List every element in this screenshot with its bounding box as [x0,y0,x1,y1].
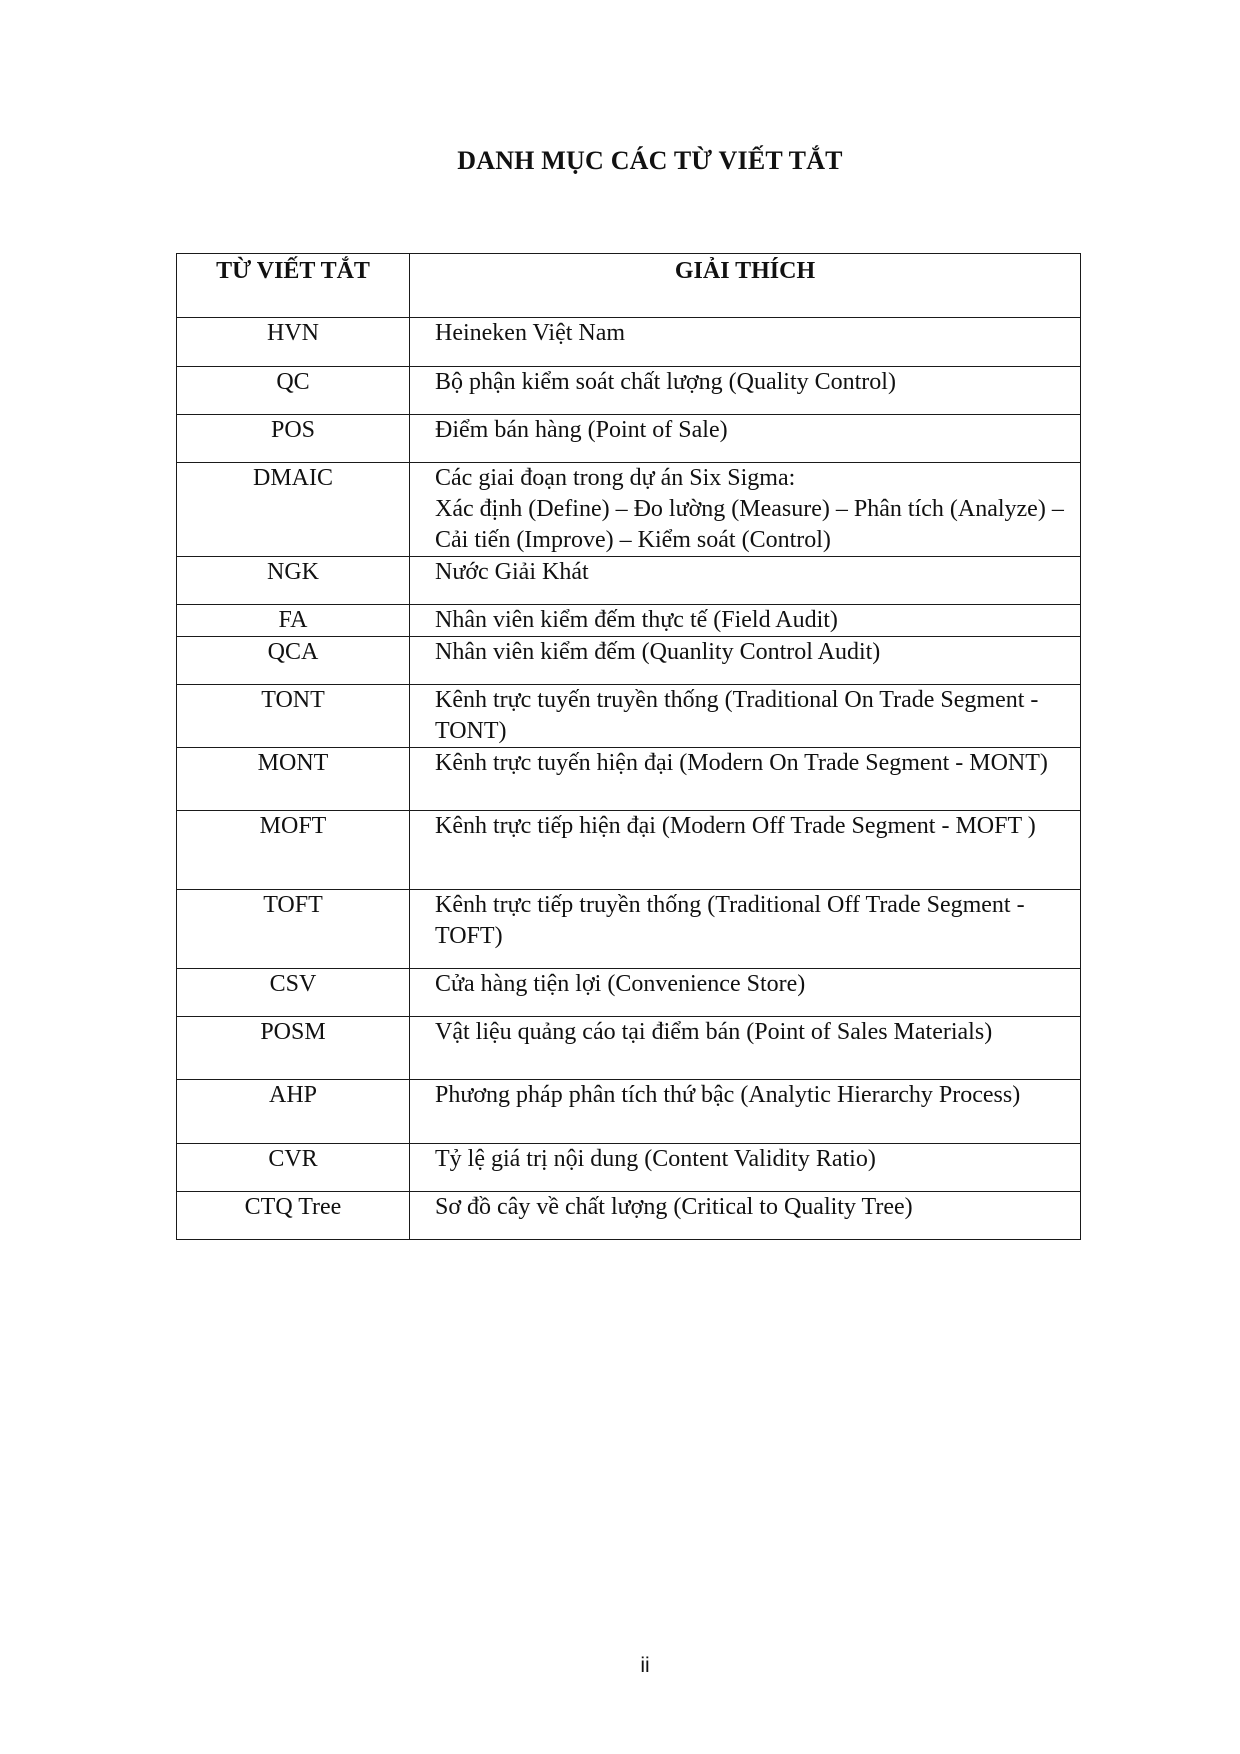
desc-cell: Kênh trực tiếp truyền thống (Traditional Off Trade Segment - TOFT) [410,890,1081,969]
abbr-cell: HVN [177,318,410,367]
desc-cell: Kênh trực tuyến hiện đại (Modern On Trade Segment - MONT) [410,748,1081,811]
abbr-cell: CSV [177,969,410,1017]
table-row [177,890,1081,969]
abbr-cell: FA [177,605,410,637]
table-row [177,1017,1081,1080]
desc-cell: Bộ phận kiểm soát chất lượng (Quality Control) [410,367,1081,415]
desc-cell [410,463,1081,557]
desc-line: Các giai đoạn trong dự án Six Sigma: [435,465,796,491]
header-abbreviation: TỪ VIẾT TẮT [177,254,410,318]
header-explanation: GIẢI THÍCH [410,254,1081,318]
table-row [177,557,1081,605]
page-number: ii [640,1654,650,1677]
abbreviation-table [176,253,1081,1240]
abbr-cell: MONT [177,748,410,811]
desc-cell: Cửa hàng tiện lợi (Convenience Store) [410,969,1081,1017]
page-title: DANH MỤC CÁC TỪ VIẾT TẮT [457,146,843,175]
table-row [177,1192,1081,1240]
table-row [177,748,1081,811]
table-row [177,969,1081,1017]
desc-cell: Nhân viên kiểm đếm thực tế (Field Audit) [410,605,1081,637]
abbr-cell: DMAIC [177,463,410,557]
desc-cell: Kênh trực tiếp hiện đại (Modern Off Trade Segment - MOFT ) [410,811,1081,890]
desc-cell: Nhân viên kiểm đếm (Quanlity Control Audit) [410,637,1081,685]
desc-cell: Heineken Việt Nam [410,318,1081,367]
abbr-cell: CTQ Tree [177,1192,410,1240]
table-row [177,318,1081,367]
desc-cell: Kênh trực tuyến truyền thống (Traditional On Trade Segment - TONT) [410,685,1081,748]
desc-cell: Vật liệu quảng cáo tại điểm bán (Point of Sales Materials) [410,1017,1081,1080]
abbr-cell: QC [177,367,410,415]
table-row [177,463,1081,557]
table-row [177,367,1081,415]
abbr-cell: CVR [177,1144,410,1192]
table-header-row [177,254,1081,318]
table-row [177,1080,1081,1144]
desc-cell: Sơ đồ cây về chất lượng (Critical to Quality Tree) [410,1192,1081,1240]
table-row [177,811,1081,890]
table-row [177,1144,1081,1192]
table-row [177,415,1081,463]
desc-cell: Điểm bán hàng (Point of Sale) [410,415,1081,463]
desc-cell: Phương pháp phân tích thứ bậc (Analytic Hierarchy Process) [410,1080,1081,1144]
desc-cell: Nước Giải Khát [410,557,1081,605]
abbr-cell: TONT [177,685,410,748]
table-row [177,685,1081,748]
table-row [177,637,1081,685]
table-row [177,605,1081,637]
abbr-cell: MOFT [177,811,410,890]
abbr-cell: QCA [177,637,410,685]
abbr-cell: AHP [177,1080,410,1144]
abbr-cell: POSM [177,1017,410,1080]
abbr-cell: TOFT [177,890,410,969]
abbr-cell: NGK [177,557,410,605]
abbr-cell: POS [177,415,410,463]
desc-cell: Tỷ lệ giá trị nội dung (Content Validity Ratio) [410,1144,1081,1192]
desc-line: Xác định (Define) – Đo lường (Measure) – Phân tích (Analyze) – Cải tiến (Improve) – Kiểm soát (Control) [435,496,1064,553]
